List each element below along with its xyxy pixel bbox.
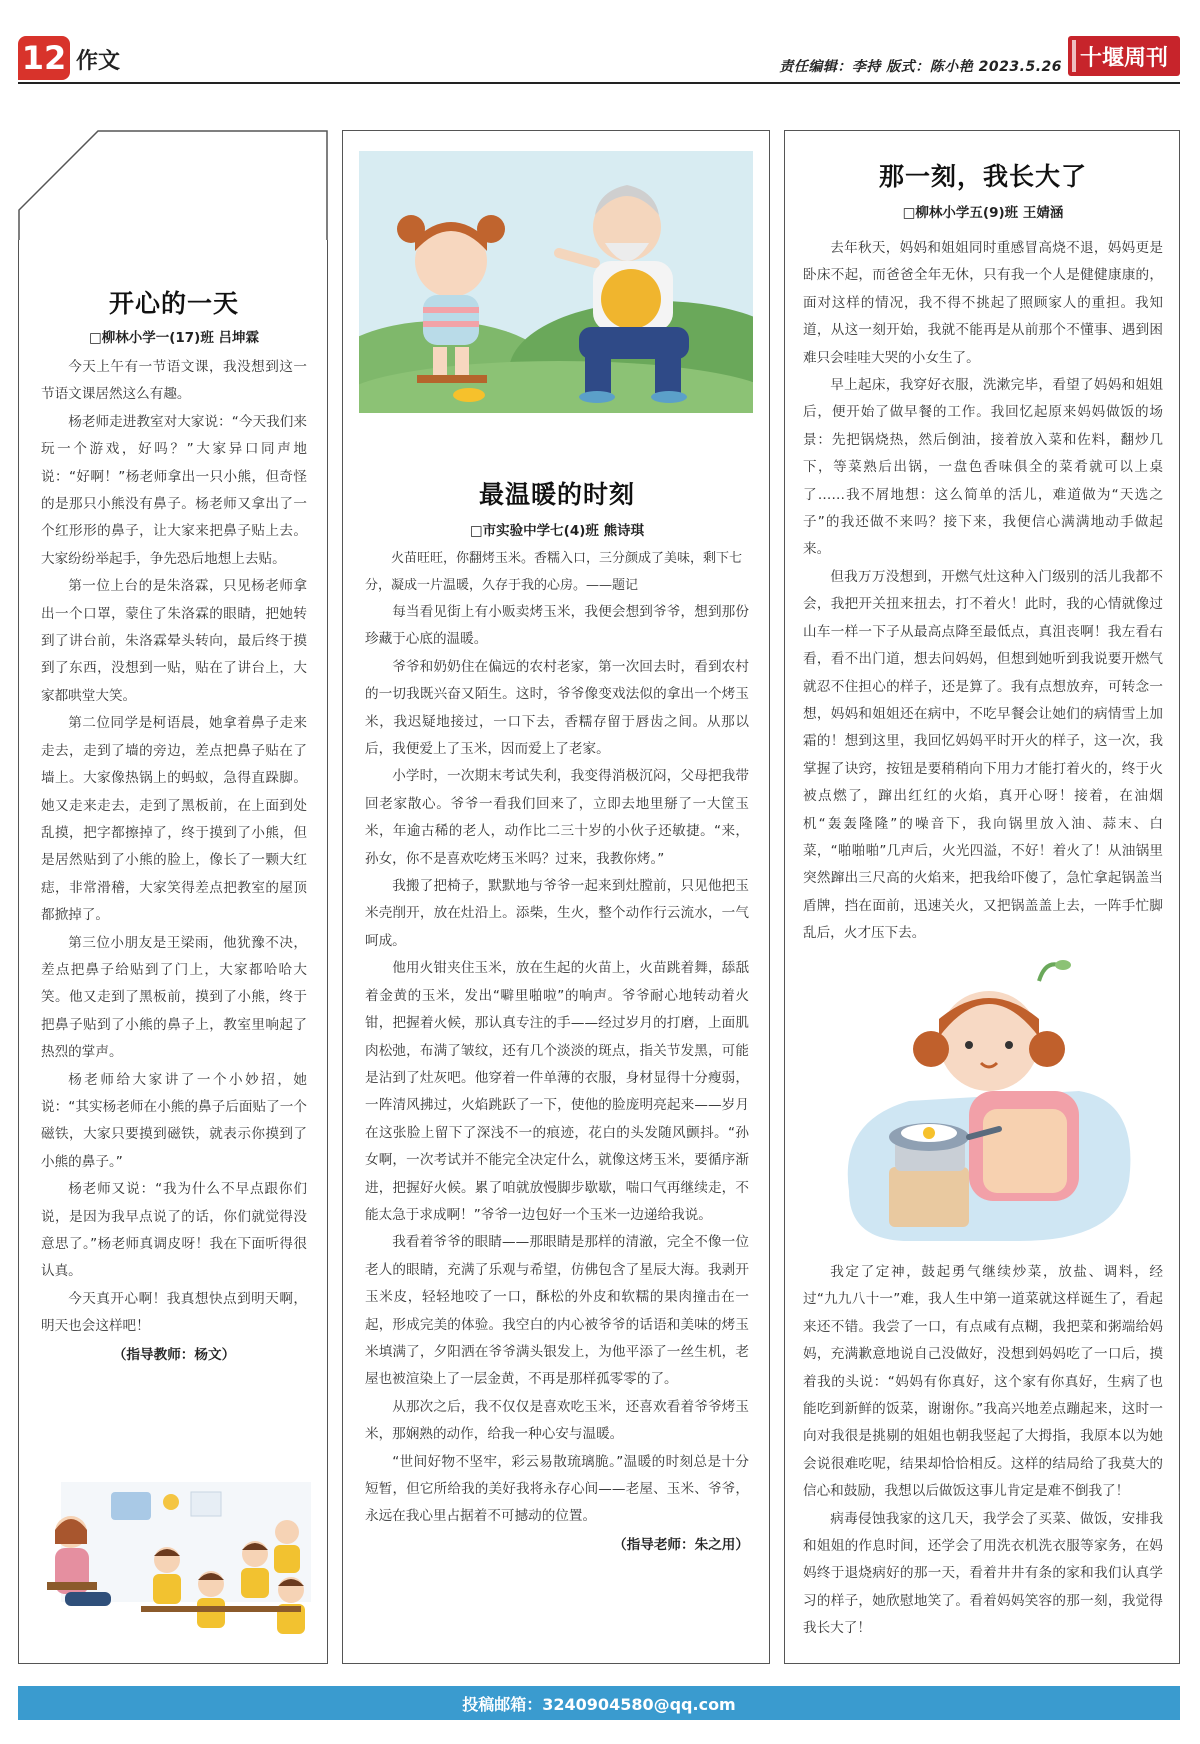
article3-body-top [803, 235, 1163, 948]
article2-paragraph: 我搬了把椅子，默默地与爷爷一起来到灶膛前，只见他把玉米壳削开，放在灶沿上。添柴，生火，整个动作行云流水，一气呵成。 [365, 878, 749, 949]
article2-column [342, 130, 770, 1664]
article3-title: 那一刻，我长大了 [878, 162, 1087, 191]
article2-paragraph: “世间好物不坚牢，彩云易散琉璃脆。”温暖的时刻总是十分短暂，但它所给我的美好我将永存心间——老屋、玉米、爷爷，永远在我心里占据着不可撼动的位置。 [365, 1453, 749, 1525]
article3-byline: □柳林小学五(9)班 王婧涵 [902, 205, 1064, 221]
article2-paragraph: 从那次之后，我不仅仅是喜欢吃玉米，还喜欢看着爷爷烤玉米，那娴熟的动作，给我一种心安与温暖。 [365, 1398, 749, 1443]
article2-paragraph: 他用火钳夹住玉米，放在生起的火苗上，火苗跳着舞，舔舐着金黄的玉米，发出“噼里啪啦”的响声。爷爷耐心地转动着火钳，把握着火候，那认真专注的手——经过岁月的打磨，上面肌肉松弛，布满了皱纹，还有几个淡淡的斑点，指关节发黑，可能是沾到了灶灰吧。他穿着一件单薄的衣服，身材显得十分瘦弱，一阵清风拂过，火焰跳跃了一下，使他的脸庞明亮起来——岁月在这张脸上留下了深浅不一的痕迹，花白的头发随风颤抖。“孙女啊，一次考试并不能完全决定什么，就像这烤玉米，要循序渐进，把握好火候。累了咱就放慢脚步歇歇，喘口气再继续走，不能太急于求成啊！”爷爷一边包好一个玉米一边递给我说。 [365, 960, 749, 1223]
article3-column [784, 130, 1180, 1664]
column1-frame-corner [18, 130, 328, 240]
article1-teacher: （指导教师：杨文） [112, 1346, 236, 1363]
brand-logo [1068, 36, 1180, 76]
article3-paragraph: 但我万万没想到，开燃气灶这种入门级别的活儿我都不会，我把开关扭来扭去，打不着火！此时，我的心情就像过山车一样一下子从最高点降至最低点，真沮丧啊！我左看右看，看不出门道，想去问妈妈，但想到她听到我说要开燃气就忍不住担心的样子，还是算了。我有点想放弃，可转念一想，妈妈和姐姐还在病中，不吃早餐会让她们的病情雪上加霜的！想到这里，我回忆妈妈平时开火的样子，这一次，我掌握了诀窍，按钮是要稍稍向下用力才能打着火的，终于火被点燃了，蹿出红红的火焰，真开心呀！接着，在油烟机“轰轰隆隆”的噪音下，我向锅里放入油、蒜末、白菜，“啪啪啪”几声后，火光四溢，不好！着火了！从油锅里突然蹿出三尺高的火焰来，把我给吓傻了，急忙拿起锅盖当盾牌，挡在面前，迅速关火，又把锅盖盖上去，一阵手忙脚乱后，火才压下去。 [803, 568, 1163, 942]
cooking-girl-illustration [819, 941, 1149, 1261]
article1-paragraph: 杨老师又说：“我为什么不早点跟你们说，是因为我早点说了的话，你们就觉得没意思了。”杨老师真调皮呀！我在下面听得很认真。 [41, 1181, 307, 1280]
submission-email-bar [18, 1686, 1180, 1720]
article2-body [365, 599, 749, 1553]
article2-teacher: （指导老师：朱之用） [613, 1536, 749, 1553]
page-header [0, 0, 1200, 90]
article3-paragraph: 我定了定神，鼓起勇气继续炒菜，放盐、调料，经过“九九八十一”难，我人生中第一道菜就这样诞生了，看起来还不错。我尝了一口，有点咸有点糊，我把菜和粥端给妈妈，充满歉意地说自己没做好，没想到妈妈吃了一口后，摸着我的头说：“妈妈有你真好，这个家有你真好，生病了也能吃到新鲜的饭菜，谢谢你。”我高兴地差点蹦起来，这时一向对我很是挑剔的姐姐也朝我竖起了大拇指，我原本以为她会说很难吃呢，结果却恰恰相反。这样的结局给了我莫大的信心和鼓励，我想以后做饭这事儿肯定是难不倒我了！ [803, 1264, 1163, 1500]
article1-column [18, 240, 328, 1664]
article2-paragraph: 小学时，一次期末考试失利，我变得消极沉闷，父母把我带回老家散心。爷爷一看我们回来了，立即去地里掰了一大筐玉米，年逾古稀的老人，动作比二三十岁的小伙子还敏捷。“来，孙女，你不是喜欢吃烤玉米吗？过来，我教你烤。” [365, 768, 749, 867]
article1-paragraph: 第一位上台的是朱洛霖，只见杨老师拿出一个口罩，蒙住了朱洛霖的眼睛，把她转到了讲台前，朱洛霖晕头转向，最后终于摸到了东西，没想到一贴，贴在了讲台上，大家都哄堂大笑。 [41, 578, 307, 704]
editor-credits: 责任编辑：李持 版式：陈小艳 2023.5.26 [779, 59, 1062, 75]
article3-paragraph: 去年秋天，妈妈和姐姐同时重感冒高烧不退，妈妈更是卧床不起，而爸爸全年无休，只有我一个人是健健康康的，面对这样的情况，我不得不挑起了照顾家人的重担。我知道，从这一刻开始，我就不能再是从前那个不懂事、遇到困难只会哇哇大哭的小女生了。 [803, 240, 1163, 366]
section-title: 作文 [76, 49, 121, 74]
classroom-illustration [41, 1472, 325, 1652]
article2-title: 最温暖的时刻 [478, 480, 635, 509]
article2-byline: □市实验中学七(4)班 熊诗琪 [469, 523, 645, 539]
article1-paragraph: 今天真开心啊！我真想快点到明天啊，明天也会这样吧！ [41, 1290, 307, 1335]
article1-byline: □柳林小学一(17)班 吕坤霖 [88, 330, 260, 346]
article1-paragraph: 杨老师走进教室对大家说：“今天我们来玩一个游戏，好吗？”大家异口同声地说：“好啊！”杨老师拿出一只小熊，但奇怪的是那只小熊没有鼻子。杨老师又拿出了一个红形形的鼻子，让大家来把鼻子贴上去。大家纷纷举起手，争先恐后地想上去贴。 [41, 413, 307, 567]
article1-paragraph: 第二位同学是柯语晨，她拿着鼻子走来走去，走到了墙的旁边，差点把鼻子贴在了墙上。大家像热锅上的蚂蚁，急得直跺脚。她又走来走去，走到了黑板前，在上面到处乱摸，把字都擦掉了，终于摸到了小熊，但是居然贴到了小熊的脸上，像长了一颗大红痣，非常滑稽，大家笑得差点把教室的屋顶都掀掉了。 [41, 715, 307, 924]
brand-name: 十堰周刊 [1079, 44, 1168, 71]
article1-body [41, 354, 307, 1363]
article3-paragraph: 病毒侵蚀我家的这几天，我学会了买菜、做饭，安排我和姐姐的作息时间，还学会了用洗衣机洗衣服等家务，在妈妈终于退烧病好的那一天，看着井井有条的家和我们认真学习的样子，她欣慰地笑了。看着妈妈笑容的那一刻，我觉得我长大了！ [803, 1510, 1163, 1637]
article2-epigraph: 火苗旺旺，你翻烤玉米。香糯入口，三分颜成了美味，剩下七分，凝成一片温暖，久存于我的心房。——题记 [365, 551, 743, 593]
article3-paragraph: 早上起床，我穿好衣服，洗漱完毕，看望了妈妈和姐姐后，便开始了做早餐的工作。我回忆起原来妈妈做饭的场景：先把锅烧热，然后倒油，接着放入菜和佐料，翻炒几下，等菜熟后出锅，一盘色香味俱全的菜肴就可以上桌了……我不屑地想：这么简单的活儿，难道做为“天选之子”的我还做不来吗？接下来，我便信心满满地动手做起来。 [803, 377, 1163, 558]
article2-paragraph: 我看着爷爷的眼睛——那眼睛是那样的清澈，完全不像一位老人的眼睛，充满了乐观与希望，仿佛包含了星辰大海。我剥开玉米皮，轻轻地咬了一口，酥松的外皮和软糯的果肉撞击在一起，形成完美的体验。我空白的内心被爷爷的话语和美味的烤玉米填满了，夕阳洒在爷爷满头银发上，为他平添了一丝生机，老屋也被渲染上了一层金黄，不再是那样孤零零的了。 [365, 1234, 749, 1388]
page-number: 12 [18, 36, 70, 80]
article1-title: 开心的一天 [108, 289, 239, 318]
header-divider [18, 82, 1180, 84]
article1-paragraph: 杨老师给大家讲了一个小妙招，她说：“其实杨老师在小熊的鼻子后面贴了一个磁铁，大家只要摸到磁铁，就表示你摸到了小熊的鼻子。” [41, 1071, 307, 1170]
brand-logo-mark [1072, 40, 1076, 72]
article2-paragraph: 爷爷和奶奶住在偏远的农村老家，第一次回去时，看到农村的一切我既兴奋又陌生。这时，爷爷像变戏法似的拿出一个烤玉米，我迟疑地接过，一口下去，香糯存留于唇齿之间。从那以后，我便爱上了玉米，因而爱上了老家。 [365, 658, 749, 758]
article2-paragraph: 每当看见街上有小贩卖烤玉米，我便会想到爷爷，想到那份珍藏于心底的温暖。 [365, 604, 749, 648]
article1-paragraph: 今天上午有一节语文课，我没想到这一节语文课居然这么有趣。 [41, 359, 307, 403]
article1-paragraph: 第三位小朋友是王梁雨，他犹豫不决，差点把鼻子给贴到了门上，大家都哈哈大笑。他又走到了黑板前，摸到了小熊，终于把鼻子贴到了小熊的鼻子上，教室里响起了热烈的掌声。 [41, 934, 307, 1061]
submission-email[interactable]: 投稿邮箱：3240904580@qq.com [462, 1694, 736, 1714]
grandpa-girl-illustration [359, 151, 753, 413]
article3-body-bottom [803, 1259, 1163, 1643]
